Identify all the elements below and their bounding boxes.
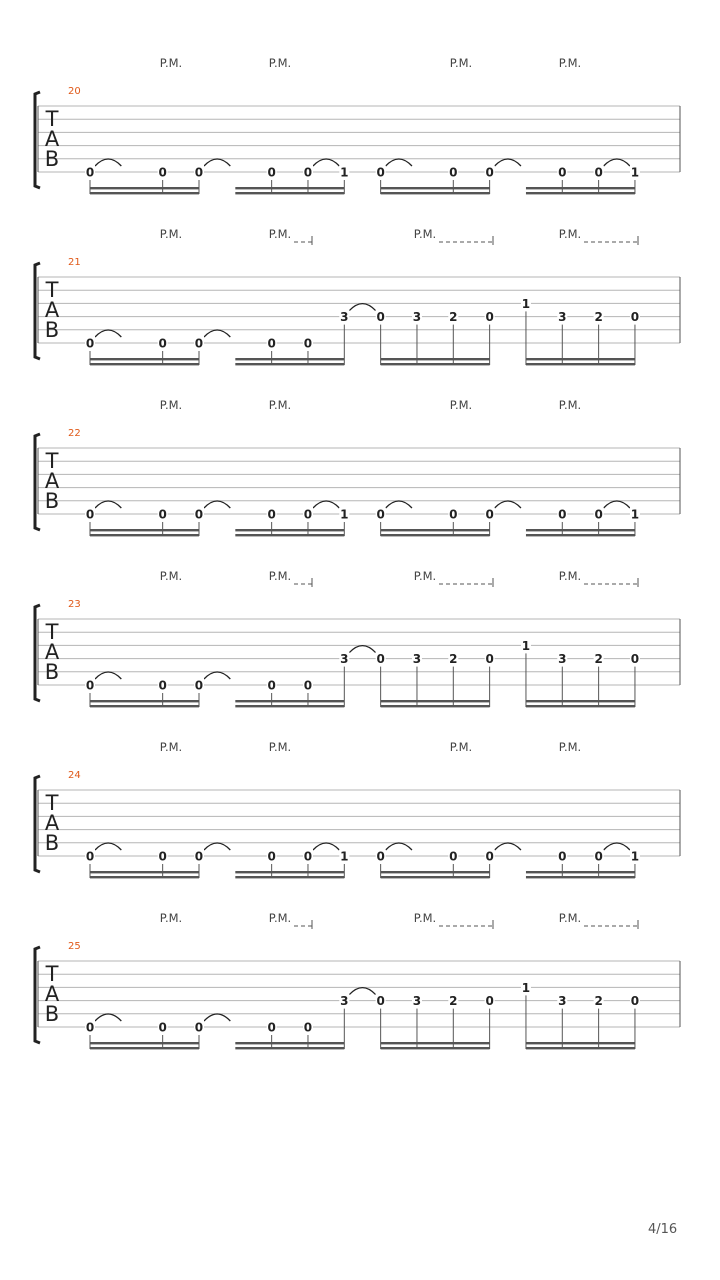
palm-mute-label: P.M. [558, 227, 582, 241]
fret-number: 0 [485, 994, 494, 1009]
fret-number: 0 [85, 165, 95, 180]
fret-number: 0 [376, 994, 385, 1009]
fret-number: 1 [630, 165, 640, 180]
fret-number: 0 [376, 310, 385, 325]
tab-clef-letter: B [44, 318, 60, 342]
fret-number: 0 [558, 165, 567, 180]
note-beam [90, 871, 199, 873]
fret-number: 0 [558, 507, 567, 522]
fret-number: 1 [340, 507, 349, 522]
palm-mute-label: P.M. [159, 569, 183, 583]
fret-number: 0 [194, 849, 204, 864]
tie-arc [604, 159, 630, 166]
note-beam [90, 1042, 199, 1044]
tie-arc [349, 304, 375, 311]
note-beam [381, 192, 490, 194]
fret-number: 0 [594, 507, 603, 522]
note-beam [90, 700, 199, 702]
tie-arc [386, 159, 412, 166]
fret-number: 2 [449, 994, 458, 1009]
tie-arc [495, 159, 521, 166]
note-beam [526, 529, 635, 531]
fret-number: 0 [376, 165, 385, 180]
note-beam [235, 1047, 344, 1049]
note-beam [235, 529, 344, 531]
palm-mute-label: P.M. [449, 398, 473, 412]
note-beam [381, 705, 490, 707]
tab-system [35, 740, 680, 878]
note-beam [381, 1042, 490, 1044]
note-beam [235, 534, 344, 536]
palm-mute-label: P.M. [413, 911, 437, 925]
note-beam [381, 529, 490, 531]
note-beam [235, 871, 344, 873]
fret-number: 2 [594, 652, 603, 667]
fret-number: 1 [630, 849, 640, 864]
fret-number: 0 [303, 165, 313, 180]
note-beam [90, 192, 199, 194]
fret-number: 0 [303, 1020, 313, 1035]
tab-clef-letter: A [44, 469, 60, 493]
palm-mute-label: P.M. [159, 56, 183, 70]
tie-arc [313, 501, 339, 508]
fret-number: 3 [558, 652, 567, 667]
note-beam [90, 1047, 199, 1049]
fret-number: 0 [485, 165, 494, 180]
palm-mute-label: P.M. [159, 740, 183, 754]
fret-number: 0 [158, 678, 167, 693]
palm-mute-label: P.M. [558, 569, 582, 583]
note-beam [235, 192, 344, 194]
tab-clef-letter: A [44, 640, 60, 664]
tie-arc [204, 330, 230, 337]
tab-clef-letter: B [44, 147, 60, 171]
tie-arc [313, 843, 339, 850]
palm-mute-label: P.M. [413, 227, 437, 241]
tie-arc [349, 646, 375, 653]
fret-number: 0 [303, 678, 313, 693]
palm-mute-label: P.M. [268, 740, 292, 754]
tab-clef-letter: B [44, 660, 60, 684]
note-beam [381, 1047, 490, 1049]
measure-number: 24 [68, 770, 81, 781]
note-beam [381, 876, 490, 878]
palm-mute-label: P.M. [159, 398, 183, 412]
fret-number: 0 [267, 507, 276, 522]
palm-mute-label: P.M. [449, 740, 473, 754]
tie-arc [349, 988, 375, 995]
fret-number: 0 [303, 849, 313, 864]
tab-clef-letter: T [45, 107, 59, 131]
fret-number: 0 [158, 336, 167, 351]
note-beam [90, 363, 199, 365]
fret-number: 0 [558, 849, 567, 864]
note-beam [235, 358, 344, 360]
palm-mute-label: P.M. [413, 569, 437, 583]
tab-clef-letter: T [45, 620, 59, 644]
note-beam [526, 871, 635, 873]
fret-number: 0 [449, 849, 458, 864]
tab-clef-letter: T [45, 791, 59, 815]
note-beam [381, 187, 490, 189]
tie-arc [604, 501, 630, 508]
tie-arc [313, 159, 339, 166]
fret-number: 0 [85, 507, 95, 522]
fret-number: 0 [485, 849, 494, 864]
palm-mute-label: P.M. [268, 911, 292, 925]
tab-clef-letter: A [44, 811, 60, 835]
tie-arc [204, 672, 230, 679]
tie-arc [95, 501, 121, 508]
measure-number: 23 [68, 599, 81, 610]
fret-number: 0 [594, 849, 603, 864]
fret-number: 0 [376, 652, 385, 667]
note-beam [526, 700, 635, 702]
tie-arc [95, 1014, 121, 1021]
fret-number: 0 [267, 849, 276, 864]
note-beam [90, 358, 199, 360]
tab-system [35, 569, 680, 707]
fret-number: 0 [449, 507, 458, 522]
note-beam [90, 529, 199, 531]
tab-clef-letter: A [44, 982, 60, 1006]
fret-number: 0 [485, 652, 494, 667]
fret-number: 3 [340, 652, 349, 667]
fret-number: 1 [521, 296, 531, 311]
tab-clef-letter: T [45, 449, 59, 473]
note-beam [235, 876, 344, 878]
tab-clef-letter: A [44, 298, 60, 322]
tie-arc [604, 843, 630, 850]
tie-arc [95, 159, 121, 166]
fret-number: 0 [376, 507, 385, 522]
tie-arc [495, 843, 521, 850]
fret-number: 0 [85, 336, 95, 351]
tab-system [35, 911, 680, 1049]
fret-number: 2 [449, 652, 458, 667]
note-beam [381, 700, 490, 702]
page-number: 4/16 [648, 1222, 678, 1237]
fret-number: 0 [194, 678, 204, 693]
fret-number: 0 [630, 994, 640, 1009]
tab-clef-letter: B [44, 489, 60, 513]
fret-number: 3 [340, 994, 349, 1009]
note-beam [235, 700, 344, 702]
fret-number: 3 [558, 994, 567, 1009]
fret-number: 1 [340, 849, 349, 864]
fret-number: 0 [267, 1020, 276, 1035]
note-beam [90, 534, 199, 536]
fret-number: 0 [376, 849, 385, 864]
tie-arc [95, 672, 121, 679]
note-beam [526, 192, 635, 194]
palm-mute-label: P.M. [558, 740, 582, 754]
palm-mute-label: P.M. [159, 227, 183, 241]
tab-clef-letter: T [45, 278, 59, 302]
fret-number: 2 [449, 310, 458, 325]
fret-number: 0 [267, 678, 276, 693]
note-beam [90, 187, 199, 189]
fret-number: 0 [194, 165, 204, 180]
fret-number: 0 [449, 165, 458, 180]
note-beam [381, 363, 490, 365]
palm-mute-label: P.M. [159, 911, 183, 925]
note-beam [526, 1042, 635, 1044]
note-beam [526, 1047, 635, 1049]
note-beam [90, 705, 199, 707]
fret-number: 3 [558, 310, 567, 325]
note-beam [235, 187, 344, 189]
fret-number: 3 [340, 310, 349, 325]
fret-number: 0 [85, 849, 95, 864]
fret-number: 1 [340, 165, 349, 180]
fret-number: 0 [85, 1020, 95, 1035]
fret-number: 0 [303, 336, 313, 351]
note-beam [381, 534, 490, 536]
palm-mute-label: P.M. [268, 56, 292, 70]
tie-arc [386, 843, 412, 850]
fret-number: 3 [412, 652, 422, 667]
note-beam [526, 876, 635, 878]
tie-arc [204, 843, 230, 850]
tab-system [35, 398, 680, 536]
palm-mute-label: P.M. [268, 398, 292, 412]
tab-system [35, 56, 680, 194]
fret-number: 1 [521, 980, 531, 995]
fret-number: 0 [158, 849, 167, 864]
fret-number: 0 [485, 310, 494, 325]
tab-clef-letter: T [45, 962, 59, 986]
tab-system [35, 227, 680, 365]
tab-clef-letter: A [44, 127, 60, 151]
note-beam [381, 358, 490, 360]
measure-number: 20 [68, 86, 81, 97]
note-beam [526, 187, 635, 189]
tab-clef-letter: B [44, 1002, 60, 1026]
tie-arc [204, 1014, 230, 1021]
palm-mute-label: P.M. [558, 398, 582, 412]
tie-arc [386, 501, 412, 508]
fret-number: 1 [521, 638, 531, 653]
measure-number: 22 [68, 428, 81, 439]
note-beam [381, 871, 490, 873]
fret-number: 3 [412, 310, 422, 325]
fret-number: 2 [594, 310, 603, 325]
note-beam [235, 705, 344, 707]
note-beam [526, 363, 635, 365]
tie-arc [95, 843, 121, 850]
note-beam [235, 1042, 344, 1044]
fret-number: 0 [630, 652, 640, 667]
fret-number: 0 [158, 507, 167, 522]
palm-mute-label: P.M. [558, 56, 582, 70]
fret-number: 0 [267, 165, 276, 180]
note-beam [235, 363, 344, 365]
note-beam [526, 358, 635, 360]
note-beam [90, 876, 199, 878]
fret-number: 0 [158, 1020, 167, 1035]
fret-number: 0 [194, 507, 204, 522]
tab-clef-letter: B [44, 831, 60, 855]
measure-number: 25 [68, 941, 81, 952]
fret-number: 0 [267, 336, 276, 351]
note-beam [526, 534, 635, 536]
fret-number: 2 [594, 994, 603, 1009]
fret-number: 0 [158, 165, 167, 180]
fret-number: 0 [194, 336, 204, 351]
tie-arc [495, 501, 521, 508]
note-beam [526, 705, 635, 707]
palm-mute-label: P.M. [268, 569, 292, 583]
fret-number: 0 [594, 165, 603, 180]
fret-number: 0 [85, 678, 95, 693]
fret-number: 1 [630, 507, 640, 522]
measure-number: 21 [68, 257, 81, 268]
palm-mute-label: P.M. [558, 911, 582, 925]
tie-arc [204, 159, 230, 166]
tie-arc [204, 501, 230, 508]
fret-number: 3 [412, 994, 422, 1009]
fret-number: 0 [303, 507, 313, 522]
fret-number: 0 [630, 310, 640, 325]
palm-mute-label: P.M. [268, 227, 292, 241]
fret-number: 0 [485, 507, 494, 522]
palm-mute-label: P.M. [449, 56, 473, 70]
fret-number: 0 [194, 1020, 204, 1035]
tie-arc [95, 330, 121, 337]
